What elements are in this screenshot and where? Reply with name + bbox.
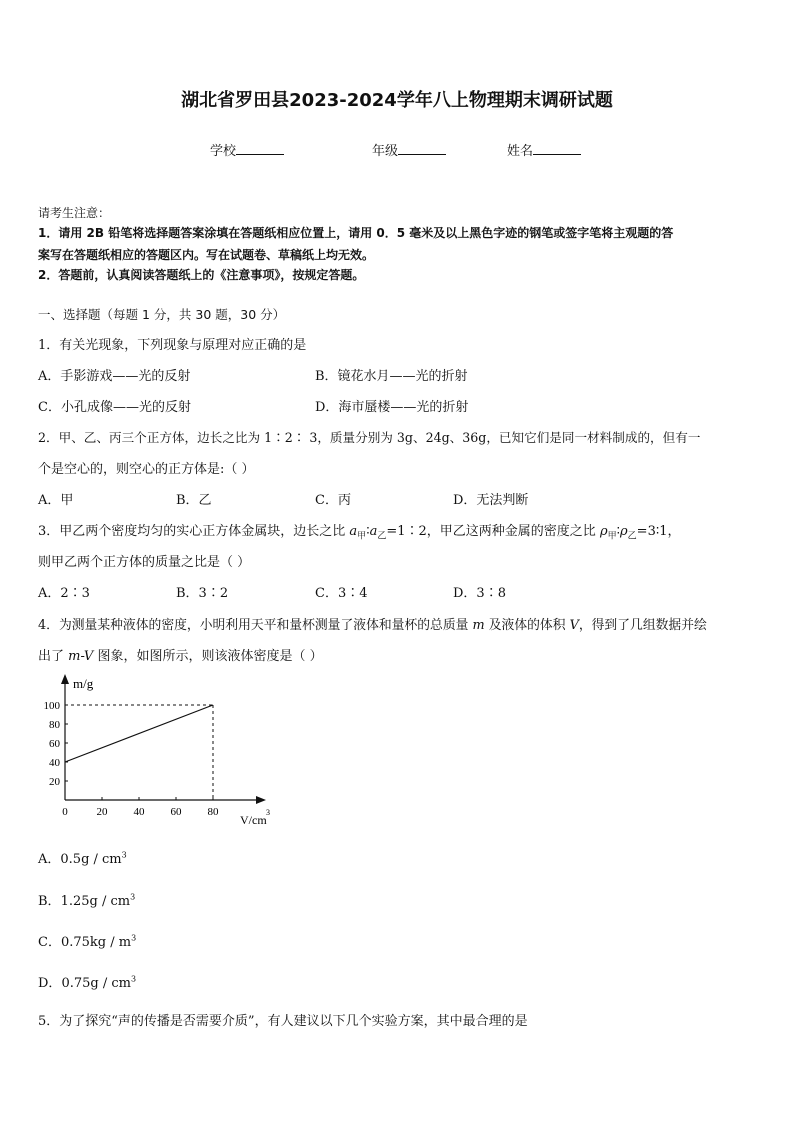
option-1c: C．小孔成像——光的反射 [38, 400, 191, 415]
page-title: 湖北省罗田县2023-2024学年八上物理期末调研试题 [181, 90, 613, 111]
option-4a: A．$0.5g / cm^3$ [38, 850, 127, 867]
grade-field: 年级 [372, 140, 446, 159]
option-2a: A．甲 [38, 493, 74, 508]
school-field: 学校 [210, 140, 284, 159]
question-2: 2．甲、乙、丙三个正方体，边长之比为 1∶2∶ 3，质量分别为 3g、24g、36g，已知它们是同一材料制成的，但有一 [38, 430, 701, 445]
note-line: 1．请用 2B 铅笔将选择题答案涂填在答题纸相应位置上，请用 0．5 毫米及以上黑色字迹的钢笔或签字笔将主观题的答 [38, 226, 674, 240]
option-2c: C．丙 [315, 493, 351, 508]
question-2-cont: 个是空心的，则空心的正方体是:（ ） [38, 462, 255, 477]
option-1d: D．海市蜃楼——光的折射 [315, 400, 469, 415]
y-tick-label: 80 [49, 719, 60, 731]
option-4c: C．$0.75kg / m^3$ [38, 933, 137, 950]
option-1b: B．镜花水月——光的折射 [315, 369, 468, 384]
question-4-cont: 出了 m-V 图象，如图所示，则该液体密度是（ ） [38, 649, 323, 664]
y-axis-label: m/g [73, 676, 94, 691]
y-axis-arrow [61, 674, 69, 684]
option-2b: B．乙 [176, 493, 212, 508]
option-2d: D．无法判断 [453, 493, 529, 508]
y-tick-label: 60 [49, 738, 60, 750]
y-tick-label: 40 [49, 757, 60, 769]
option-3c: C．3∶4 [315, 586, 368, 601]
x-axis-label: V/cm [240, 813, 267, 827]
option-3b: B．3∶2 [176, 586, 229, 601]
option-3d: D．3∶8 [453, 586, 506, 601]
y-tick-label: 20 [49, 776, 60, 788]
notes-heading: 请考生注意： [38, 206, 111, 220]
option-4d: D．$0.75g / cm^3$ [38, 974, 137, 991]
m-v-graph [30, 672, 310, 832]
name-field: 姓名 [507, 140, 581, 159]
section-heading: 一、选择题（每题 1 分，共 30 题，30 分） [38, 307, 286, 322]
option-3a: A．2∶3 [38, 586, 90, 601]
note-line: 2．答题前，认真阅读答题纸上的《注意事项》，按规定答题。 [38, 268, 365, 282]
question-3-cont: 则甲乙两个正方体的质量之比是（ ） [38, 555, 251, 570]
x-tick-label: 0 [62, 806, 68, 818]
question-4: 4．为测量某种液体的密度，小明利用天平和量杯测量了液体和量杯的总质量 m 及液体的体积 V，得到了几组数据并绘 [38, 618, 707, 633]
x-axis-label-exponent: 3 [266, 808, 270, 817]
y-tick-label: 100 [43, 700, 60, 712]
x-tick-label: 40 [133, 806, 145, 818]
x-axis-arrow [256, 796, 266, 804]
note-line: 案写在答题纸相应的答题区内。写在试题卷、草稿纸上均无效。 [38, 248, 375, 262]
option-4b: B．$1.25g / cm^3$ [38, 892, 136, 909]
x-tick-label: 60 [170, 806, 182, 818]
x-tick-label: 20 [96, 806, 108, 818]
question-3: 3．甲乙两个密度均匀的实心正方体金属块，边长之比 $a_甲∶a_乙=1∶2$，甲乙这两种金属的密度之比 $\rho_甲∶\rho_乙=3∶1$， [38, 524, 681, 542]
question-1: 1．有关光现象，下列现象与原理对应正确的是 [38, 338, 307, 353]
series-line [65, 705, 213, 762]
question-5: 5．为了探究“声的传播是否需要介质”，有人建议以下几个实验方案，其中最合理的是 [38, 1014, 528, 1029]
x-tick-label: 80 [207, 806, 219, 818]
option-1a: A．手影游戏——光的反射 [38, 369, 191, 384]
